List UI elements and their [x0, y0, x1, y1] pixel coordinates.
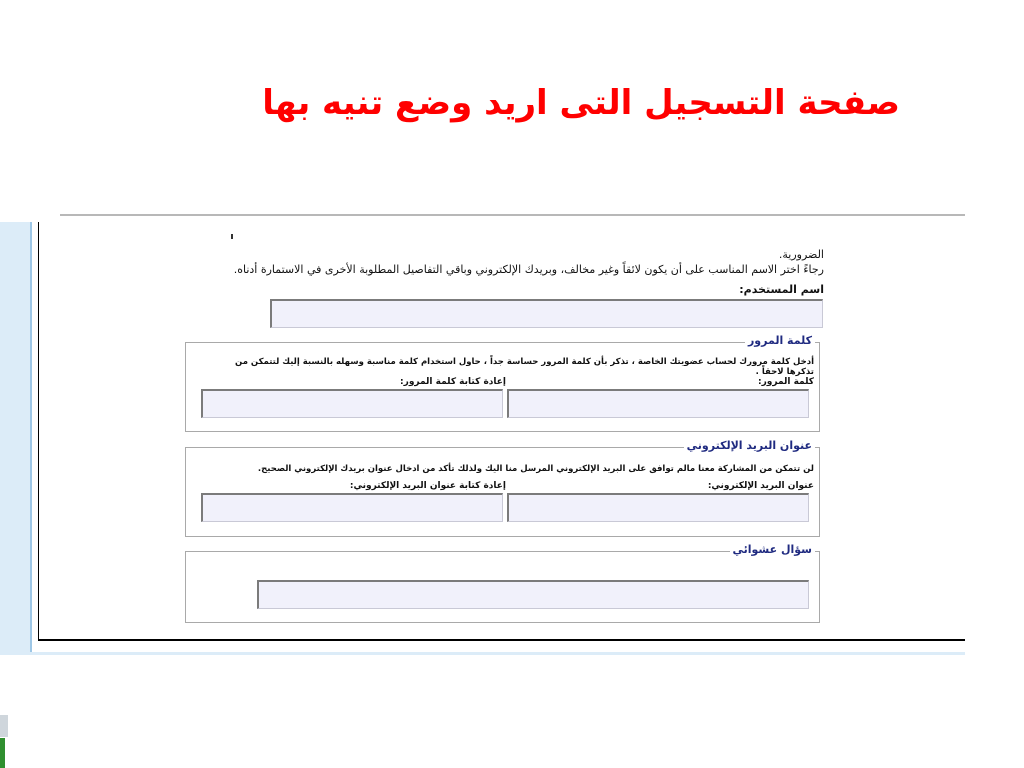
- stray-mark: [231, 234, 233, 239]
- random-question-legend: سؤال عشوائي: [730, 543, 816, 556]
- username-label: اسم المستخدم:: [739, 283, 824, 296]
- password-fieldset: [185, 342, 820, 432]
- email-legend: عنوان البريد الإلكتروني: [684, 439, 815, 452]
- password-help: أدخل كلمة مرورك لحساب عضويتك الخاصة ، تذكر بأن كلمة المرور حساسة جداً ، حاول استخدام كلمة مناسبة وسهله بالنسبة إليك لتتمكن من تذكرها لاحقاً .: [235, 357, 814, 377]
- form-bottom-edge: [38, 639, 965, 641]
- intro-text-2: رجاءً اختر الاسم المناسب على أن يكون لائقاً وغير مخالف، وبريدك الإلكتروني وباقي التفاصيل المطلوبة الأخرى في الاستمارة أدناه.: [233, 263, 824, 276]
- password-confirm-label: إعادة كتابة كلمة المرور:: [400, 377, 506, 387]
- start-button-fragment: [0, 738, 5, 768]
- password-confirm-input[interactable]: [201, 389, 503, 418]
- random-question-input[interactable]: [257, 580, 809, 609]
- email-fieldset: [185, 447, 820, 537]
- username-input[interactable]: [270, 299, 823, 328]
- password-legend: كلمة المرور: [745, 334, 815, 347]
- left-pane-border: [30, 222, 32, 652]
- email-confirm-label: إعادة كتابة عنوان البريد الإلكتروني:: [349, 481, 506, 491]
- top-divider: [60, 214, 965, 216]
- email-help: لن تتمكن من المشاركة معنا مالم توافق على البريد الإلكتروني المرسل منا اليك ولذلك تأكد من ادخال عنوان بريدك الإلكتروني الصحيح.: [257, 464, 814, 474]
- password-label: كلمة المرور:: [757, 377, 814, 387]
- slide-title: صفحة التسجيل التى اريد وضع تنيه بها: [262, 83, 900, 123]
- password-input[interactable]: [507, 389, 809, 418]
- intro-text-1: الضرورية.: [778, 248, 824, 261]
- taskbar-fragment: [0, 715, 8, 737]
- left-pane-strip: [0, 222, 30, 652]
- email-label: عنوان البريد الإلكتروني:: [707, 481, 814, 491]
- email-confirm-input[interactable]: [201, 493, 503, 522]
- form-left-edge: [38, 222, 39, 640]
- bottom-pane-strip: [0, 652, 965, 655]
- email-input[interactable]: [507, 493, 809, 522]
